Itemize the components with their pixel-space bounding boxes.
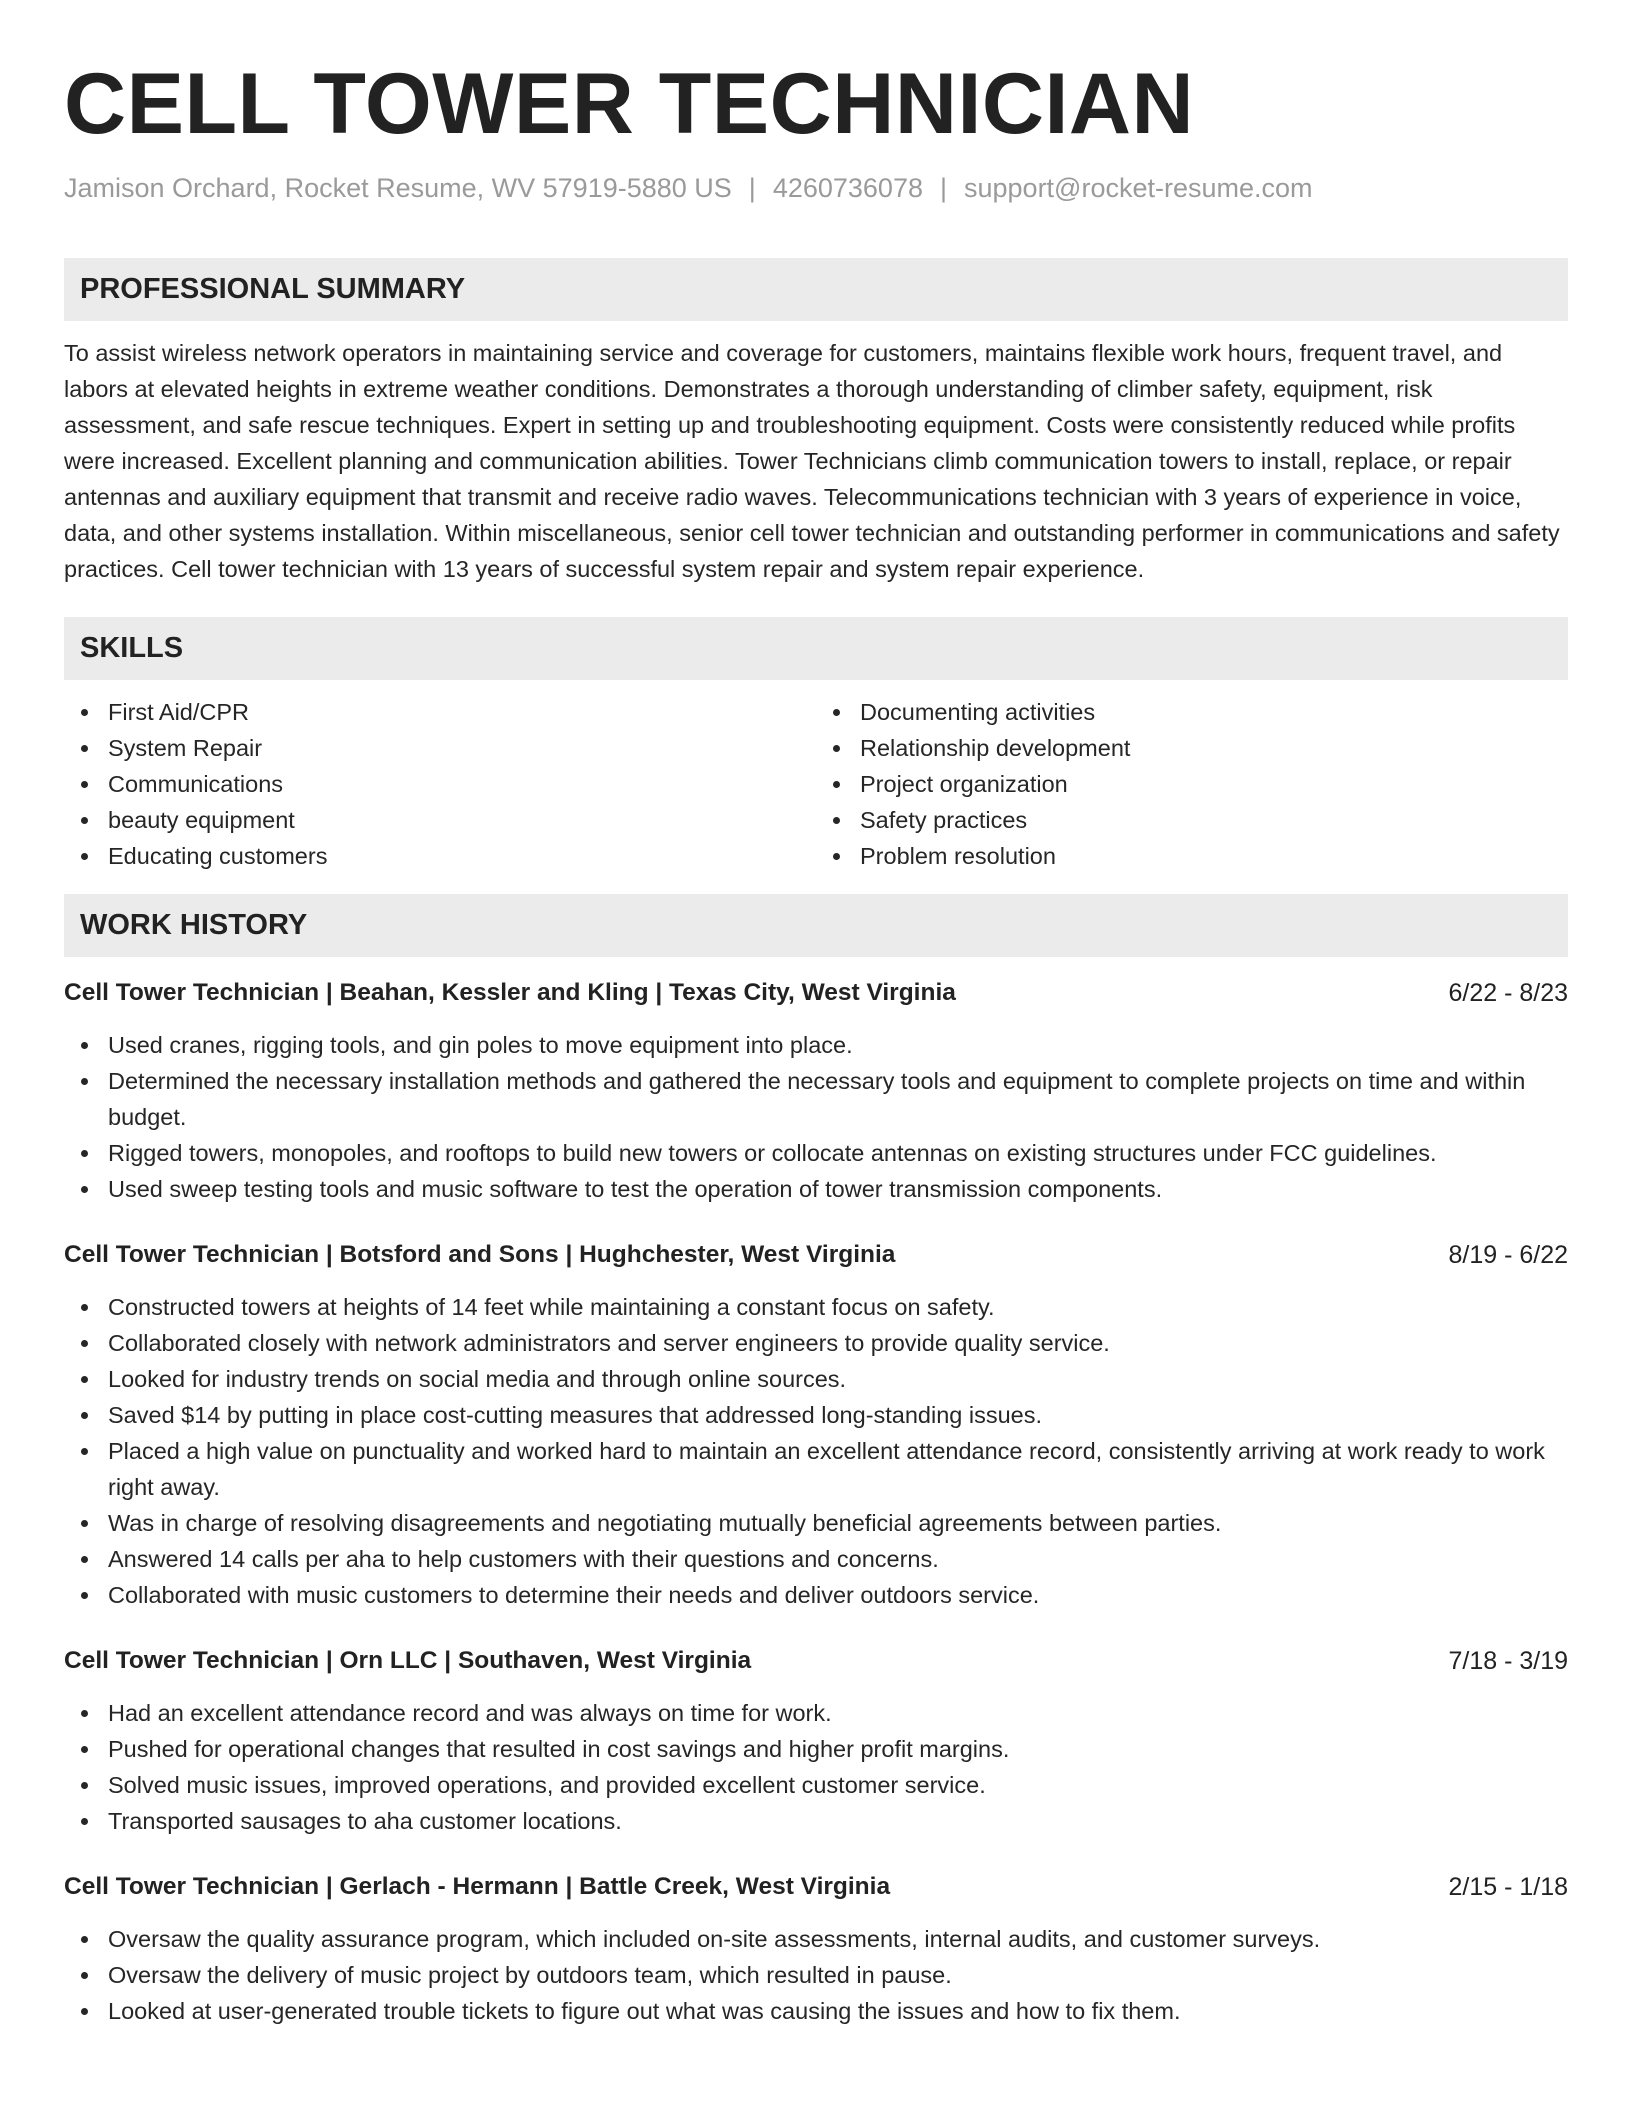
contact-phone: 4260736078 — [772, 173, 923, 203]
skill-item: Communications — [108, 766, 816, 802]
summary-heading: PROFESSIONAL SUMMARY — [64, 258, 1568, 321]
skill-item: Documenting activities — [860, 694, 1568, 730]
skill-item: First Aid/CPR — [108, 694, 816, 730]
job-header — [64, 1869, 1568, 1905]
job-header — [64, 1643, 1568, 1679]
job-bullets — [64, 1289, 1568, 1613]
job-bullet: Answered 14 calls per aha to help customers with their questions and concerns. — [108, 1541, 1568, 1577]
work-history-heading: WORK HISTORY — [64, 894, 1568, 957]
skill-item: Problem resolution — [860, 838, 1568, 874]
skill-item: beauty equipment — [108, 802, 816, 838]
job-header — [64, 975, 1568, 1011]
job-entry — [64, 1237, 1568, 1613]
job-dates: 6/22 - 8/23 — [1448, 979, 1568, 1007]
contact-separator: | — [939, 173, 947, 203]
job-bullet: Constructed towers at heights of 14 feet while maintaining a constant focus on safety. — [108, 1289, 1568, 1325]
skill-item: Safety practices — [860, 802, 1568, 838]
job-bullet: Used sweep testing tools and music software to test the operation of tower transmission components. — [108, 1171, 1568, 1207]
job-bullet: Determined the necessary installation methods and gathered the necessary tools and equipment to complete projects on time and within budget. — [108, 1063, 1568, 1135]
job-bullet: Rigged towers, monopoles, and rooftops to build new towers or collocate antennas on existing structures under FCC guidelines. — [108, 1135, 1568, 1171]
job-bullets — [64, 1027, 1568, 1207]
summary-text: To assist wireless network operators in maintaining service and coverage for customers, maintains flexible work hours, frequent travel, and labors at elevated heights in extreme weather conditions. Demonstrates a thorough understanding of climber safety, equipment, risk assessment, and safe rescue techniques. Expert in setting up and troubleshooting equipment. Costs were consistently reduced while profits were increased. Excellent planning and communication abilities. Tower Technicians climb communication towers to install, replace, or repair antennas and auxiliary equipment that transmit and receive radio waves. Telecommunications technician with 3 years of experience in voice, data, and other systems installation. Within miscellaneous, senior cell tower technician and outstanding performer in communications and safety practices. Cell tower technician with 13 years of successful system repair and system repair experience. — [64, 340, 1560, 582]
job-bullets — [64, 1921, 1568, 2029]
job-entry — [64, 1643, 1568, 1839]
job-bullet: Oversaw the delivery of music project by outdoors team, which resulted in pause. — [108, 1957, 1568, 1993]
skill-item: Relationship development — [860, 730, 1568, 766]
job-bullets — [64, 1695, 1568, 1839]
job-title: Cell Tower Technician | Beahan, Kessler and Kling | Texas City, West Virginia — [64, 979, 956, 1006]
job-bullet: Pushed for operational changes that resulted in cost savings and higher profit margins. — [108, 1731, 1568, 1767]
job-bullet: Looked at user-generated trouble tickets to figure out what was causing the issues and how to fix them. — [108, 1993, 1568, 2029]
job-bullet: Looked for industry trends on social media and through online sources. — [108, 1361, 1568, 1397]
job-title: Cell Tower Technician | Gerlach - Hermann | Battle Creek, West Virginia — [64, 1873, 891, 1900]
job-bullet: Had an excellent attendance record and was always on time for work. — [108, 1695, 1568, 1731]
skill-item: System Repair — [108, 730, 816, 766]
skills-list — [64, 694, 1568, 874]
skills-column-left — [64, 694, 816, 874]
job-title: Cell Tower Technician | Orn LLC | Southaven, West Virginia — [64, 1647, 752, 1674]
job-bullet: Collaborated with music customers to determine their needs and deliver outdoors service. — [108, 1577, 1568, 1613]
skills-column-right — [816, 694, 1568, 874]
contact-line — [64, 170, 1568, 206]
contact-email: support@rocket-resume.com — [964, 173, 1313, 203]
skill-item: Educating customers — [108, 838, 816, 874]
job-bullet: Placed a high value on punctuality and worked hard to maintain an excellent attendance record, consistently arriving at work ready to work right away. — [108, 1433, 1568, 1505]
skill-item: Project organization — [860, 766, 1568, 802]
job-bullet: Solved music issues, improved operations, and provided excellent customer service. — [108, 1767, 1568, 1803]
job-dates: 7/18 - 3/19 — [1448, 1647, 1568, 1675]
job-bullet: Used cranes, rigging tools, and gin poles to move equipment into place. — [108, 1027, 1568, 1063]
job-bullet: Saved $14 by putting in place cost-cutting measures that addressed long-standing issues. — [108, 1397, 1568, 1433]
job-bullet: Was in charge of resolving disagreements and negotiating mutually beneficial agreements between parties. — [108, 1505, 1568, 1541]
job-entry — [64, 975, 1568, 1207]
job-title: Cell Tower Technician | Botsford and Sons | Hughchester, West Virginia — [64, 1241, 896, 1268]
job-bullet: Oversaw the quality assurance program, which included on-site assessments, internal audits, and customer surveys. — [108, 1921, 1568, 1957]
resume-title: CELL TOWER TECHNICIAN — [64, 56, 1195, 152]
job-header — [64, 1237, 1568, 1273]
job-bullet: Transported sausages to aha customer locations. — [108, 1803, 1568, 1839]
job-dates: 8/19 - 6/22 — [1448, 1241, 1568, 1269]
contact-separator: | — [748, 173, 756, 203]
contact-address: Jamison Orchard, Rocket Resume, WV 57919-5880 US — [64, 173, 732, 203]
job-dates: 2/15 - 1/18 — [1448, 1873, 1568, 1901]
job-entry — [64, 1869, 1568, 2029]
skills-heading: SKILLS — [64, 617, 1568, 680]
job-bullet: Collaborated closely with network administrators and server engineers to provide quality service. — [108, 1325, 1568, 1361]
